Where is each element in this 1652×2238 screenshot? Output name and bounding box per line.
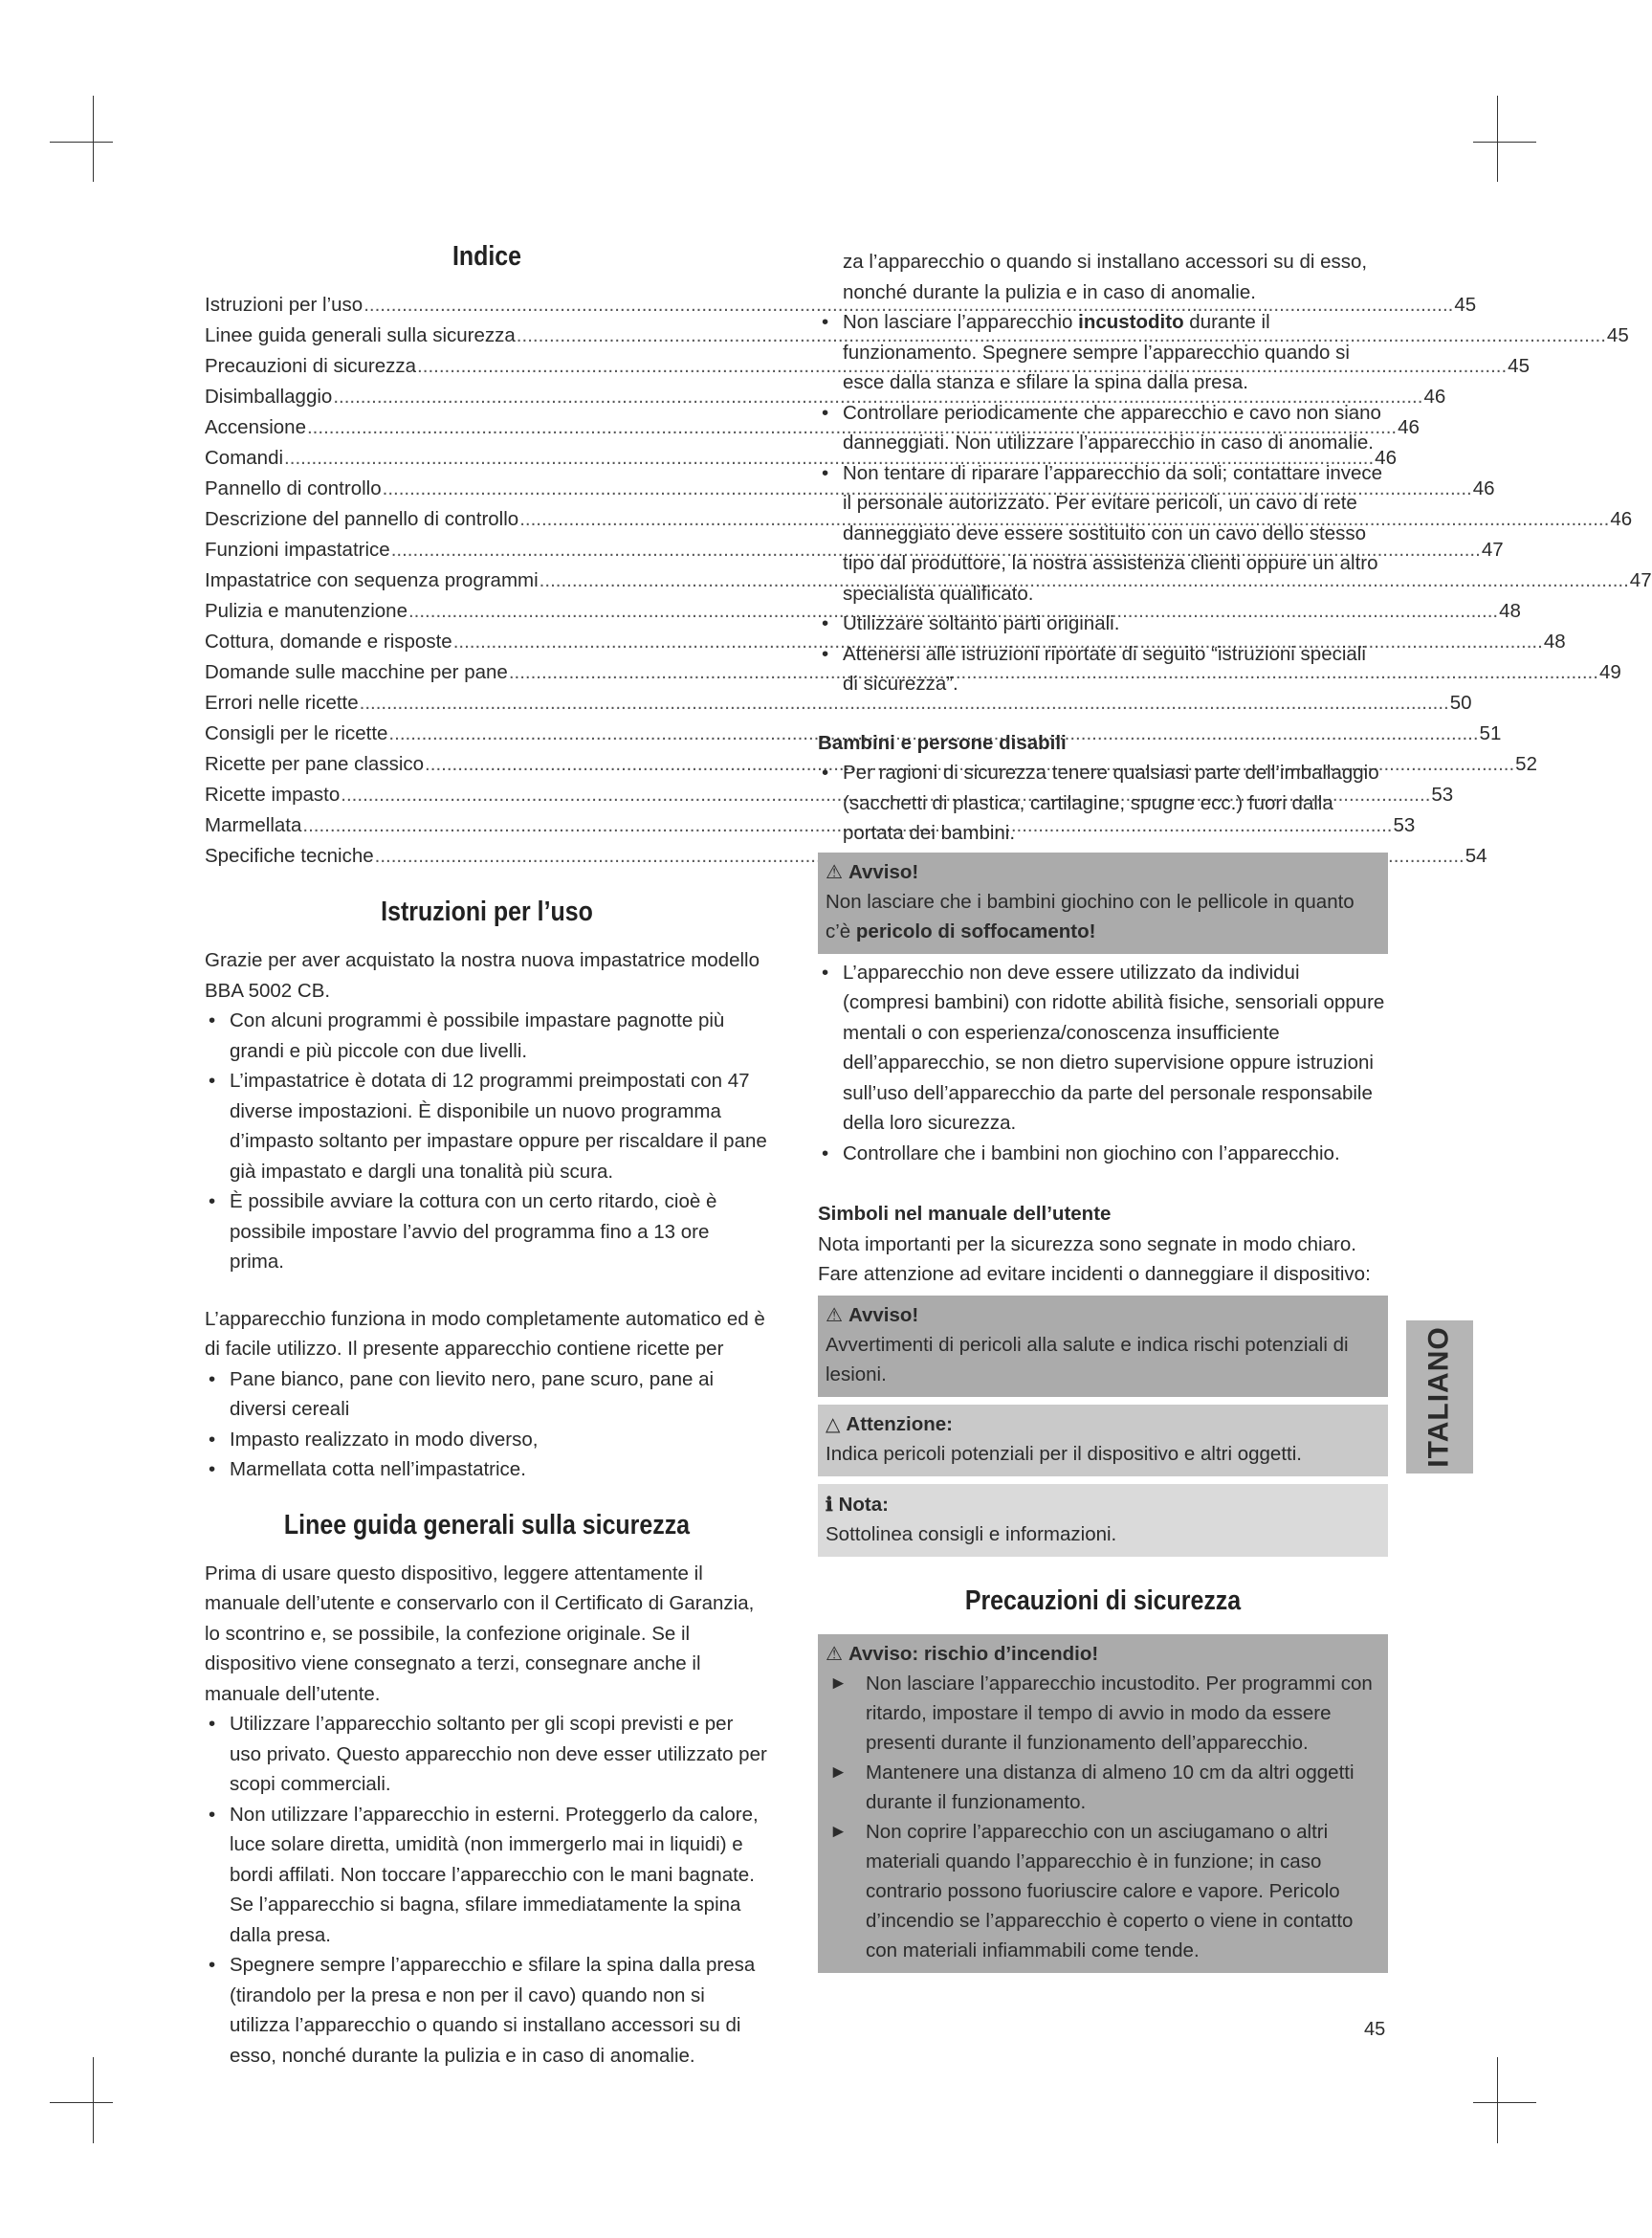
warning-triangle-icon: ⚠ — [826, 861, 843, 883]
toc-row — [205, 504, 1633, 535]
crop-mark-br-h — [1473, 2102, 1536, 2103]
list-item — [818, 307, 1388, 398]
toc-page-number: 47 — [1629, 569, 1652, 591]
attenzione-text: Indica pericoli potenziali per il dispositivo e altri oggetti. — [826, 1442, 1302, 1465]
avviso-text: Avvertimenti di pericoli alla salute e indica rischi potenziali di lesioni. — [826, 1333, 1349, 1385]
list-item: • Non utilizzare l’apparecchio in esterni. Proteggerlo da calore, luce solare diretta, umidità (non immergerlo mai in liquidi) e bordi affilati. Non toccare l’apparecchio con le mani bagnate. Se l’apparecchio si bagna, sfilare immediatamente la spina dalla presa. — [205, 1800, 769, 1951]
toc-row — [205, 627, 1566, 657]
toc-label: Comandi — [205, 447, 284, 469]
toc-row — [205, 443, 1397, 474]
list-item: • Per ragioni di sicurezza tenere qualsiasi parte dell’imballaggio (sacchetti di plastica, cartilagine, spugne ecc.) fuori dalla portata dei bambini. — [818, 758, 1388, 849]
warning-text-bold: pericolo di soffocamento! — [855, 920, 1096, 942]
toc-page-number: 46 — [1472, 477, 1495, 499]
attenzione-title-row — [826, 1410, 1380, 1439]
toc-label: Ricette per pane classico — [205, 753, 425, 775]
toc-page-number: 48 — [1499, 600, 1521, 622]
bambini-bullets — [818, 758, 1388, 849]
toc-row — [205, 290, 1477, 321]
nota-title-row — [826, 1490, 1380, 1519]
list-item: • Impasto realizzato in modo diverso, — [205, 1425, 769, 1455]
linee-bullets — [205, 1709, 769, 2067]
toc-page-number: 51 — [1479, 722, 1502, 744]
toc-page-number: 53 — [1431, 784, 1454, 806]
bullet4-bold: incustodito — [1078, 311, 1184, 333]
toc-page-number: 53 — [1393, 814, 1416, 836]
simboli-intro: Nota importanti per la sicurezza sono segnate in modo chiaro. Fare attenzione ad evitare incidenti o danneggiare il dispositivo: — [818, 1232, 1371, 1285]
language-label: ITALIANO — [1423, 1326, 1455, 1468]
toc-label: Ricette impasto — [205, 784, 341, 806]
toc-row — [205, 749, 1537, 780]
toc-label: Consigli per le ricette — [205, 722, 388, 744]
list-item: • Pane bianco, pane con lievito nero, pane scuro, pane ai diversi cereali — [205, 1364, 769, 1425]
crop-mark-br-v — [1497, 2057, 1498, 2143]
list-item: • Spegnere sempre l’apparecchio e sfilare la spina dalla presa (tirandolo per la presa e non per il cavo) quando non si utilizza l’apparecchio o quando si installano accessori su di esso, nonché durante la pulizia e in caso di anomalie. — [205, 1950, 769, 2010]
toc-row — [205, 535, 1504, 565]
bullet4-post: durante il funzionamento. Spegnere sempre l’apparecchio quando si esce dalla stanza e sfilare la spina dalla presa. — [843, 311, 1350, 393]
toc-page-number: 50 — [1449, 692, 1472, 714]
toc-row — [205, 382, 1446, 412]
toc-label: Istruzioni per l’uso — [205, 294, 363, 316]
toc-row — [205, 688, 1472, 719]
linee-bullets-right — [818, 307, 1388, 699]
list-item: • Controllare periodicamente che apparecchio e cavo non siano danneggiati. Non utilizzare l’apparecchio in caso di anomalie. — [818, 398, 1388, 458]
warning-text — [826, 887, 1380, 946]
toc-label: Errori nelle ricette — [205, 692, 359, 714]
list-item: ► Non lasciare l’apparecchio incustodito. Per programmi con ritardo, impostare il tempo di avvio in modo da essere presenti durante il funzionamento dell’apparecchio. — [826, 1669, 1380, 1758]
toc-label: Descrizione del pannello di controllo — [205, 508, 519, 530]
toc-page-number: 46 — [1375, 447, 1397, 469]
warning-triangle-icon: ⚠ — [826, 1304, 843, 1326]
avviso-title-row — [826, 1301, 1380, 1330]
crop-mark-tr-h — [1473, 142, 1536, 143]
istruzioni-intro: Grazie per aver acquistato la nostra nuova impastatrice modello BBA 5002 CB. — [205, 949, 760, 1002]
istruzioni-title: Istruzioni per l’uso — [381, 897, 593, 927]
toc-row — [205, 565, 1652, 596]
precauzioni-box — [818, 1634, 1388, 1973]
precauzioni-box-title: Avviso: rischio d’incendio! — [848, 1642, 1099, 1665]
toc-page-number: 45 — [1606, 324, 1629, 346]
crop-mark-tl-h — [50, 142, 113, 143]
info-icon: ℹ — [826, 1492, 833, 1516]
toc-page-number: 45 — [1508, 355, 1530, 377]
list-item: • È possibile avviare la cottura con un certo ritardo, cioè è possibile impostare l’avvio del programma fino a 13 ore prima. — [205, 1186, 769, 1277]
toc-page-number: 47 — [1481, 539, 1504, 561]
attenzione-box — [818, 1405, 1388, 1476]
attenzione-title: Attenzione: — [846, 1412, 953, 1435]
toc-page-number: 45 — [1454, 294, 1477, 316]
toc-row — [205, 474, 1495, 504]
list-item: • Attenersi alle istruzioni riportate di seguito “istruzioni speciali di sicurezza”. — [818, 639, 1388, 699]
istruzioni-para2: L’apparecchio funziona in modo completamente automatico ed è di facile utilizzo. Il presente apparecchio contiene ricette per — [205, 1307, 765, 1360]
toc-label: Pannello di controllo — [205, 477, 382, 499]
istruzioni-bullets — [205, 1006, 769, 1277]
list-item: • Utilizzare l’apparecchio soltanto per gli scopi previsti e per uso privato. Questo apparecchio non deve esser utilizzato per scopi commerciali. — [205, 1709, 769, 1800]
list-item: • Con alcuni programmi è possibile impastare pagnotte più grandi e più piccole con due livelli. — [205, 1006, 769, 1066]
toc-row — [205, 351, 1530, 382]
list-item: • Utilizzare soltanto parti originali. — [818, 609, 1388, 639]
crop-mark-bl-h — [50, 2102, 113, 2103]
bullet4-pre: Non lasciare l’apparecchio — [843, 311, 1079, 333]
bambini-bullets2 — [818, 958, 1388, 1169]
toc-row — [205, 780, 1454, 810]
istruzioni-bullets2 — [205, 1364, 769, 1485]
list-item: • Marmellata cotta nell’impastatrice. — [205, 1454, 769, 1485]
toc-label: Cottura, domande e risposte — [205, 631, 452, 653]
warning-text-pre: Non lasciare che i bambini giochino con le pellicole in quanto c’è — [826, 890, 1355, 942]
list-item: ► Non coprire l’apparecchio con un asciugamano o altri materiali quando l’apparecchio è in funzione; in caso contrario possono fuoriuscire calore e vapore. Pericolo d’incendio se l’apparecchio è coperto o viene in contatto con materiali infiammabili come tende. — [826, 1817, 1380, 1965]
avviso-title: Avviso! — [848, 1303, 919, 1326]
language-side-tab — [1406, 1320, 1473, 1474]
precauzioni-list — [826, 1669, 1380, 1965]
bambini-warning-box — [818, 853, 1388, 954]
toc-label: Disimballaggio — [205, 386, 333, 408]
avviso-box — [818, 1296, 1388, 1397]
simboli-title: Simboli nel manuale dell’utente — [818, 1203, 1112, 1225]
right-column — [818, 247, 1388, 1973]
page-number: 45 — [1364, 2019, 1386, 2040]
toc-page-number: 48 — [1543, 631, 1566, 653]
linee-intro: Prima di usare questo dispositivo, leggere attentamente il manuale dell’utente e conservarlo con il Certificato di Garanzia, lo scontrino e, se possibile, la confezione originale. Se il dispositivo viene consegnato a terzi, consegnare anche il manuale dell’utente. — [205, 1562, 755, 1705]
warning-triangle-icon: ⚠ — [826, 1643, 843, 1665]
toc-label: Accensione — [205, 416, 306, 438]
precauzioni-box-title-row — [826, 1640, 1380, 1669]
toc-label: Pulizia e manutenzione — [205, 600, 407, 622]
linee-bullet-continuation: za l’apparecchio o quando si installano accessori su di esso, nonché durante la pulizia e in caso di anomalie. — [843, 251, 1368, 303]
list-item: • L’impastatrice è dotata di 12 programmi preimpostati con 47 diverse impostazioni. È disponibile un nuovo programma d’impasto soltanto per impastare oppure per riscaldare il pane già impastato e dargli una tonalità più scura. — [205, 1066, 769, 1186]
toc-row — [205, 810, 1416, 841]
caution-triangle-icon: △ — [826, 1413, 841, 1435]
linee-title: Linee guida generali sulla sicurezza — [283, 1509, 691, 1540]
crop-mark-tr-v — [1497, 96, 1498, 182]
toc-label: Linee guida generali sulla sicurezza — [205, 324, 516, 346]
nota-text: Sottolinea consigli e informazioni. — [826, 1522, 1117, 1545]
toc-page-number: 46 — [1610, 508, 1633, 530]
crop-mark-tl-v — [93, 96, 94, 182]
list-item: ► Mantenere una distanza di almeno 10 cm da altri oggetti durante il funzionamento. — [826, 1758, 1380, 1817]
toc-page-number: 52 — [1515, 753, 1537, 775]
nota-box — [818, 1484, 1388, 1557]
toc-page-number: 46 — [1423, 386, 1446, 408]
precauzioni-title: Precauzioni di sicurezza — [964, 1584, 1242, 1616]
toc-label: Impastatrice con sequenza programmi — [205, 569, 539, 591]
warning-title-row — [826, 858, 1380, 887]
bambini-title: Bambini e persone disabili — [818, 731, 1067, 754]
list-item: • Non tentare di riparare l’apparecchio da soli; contattare invece il personale autorizzato. Per evitare pericoli, un cavo di rete danneggiato deve essere sostituito con un cavo dello stesso tipo dal produttore, la nostra assistenza clienti oppure un altro specialista qualificato. — [818, 458, 1388, 609]
toc-label: Marmellata — [205, 814, 302, 836]
warning-title: Avviso! — [848, 860, 919, 883]
list-item: • Controllare che i bambini non giochino con l’apparecchio. — [818, 1139, 1388, 1169]
toc-page-number: 49 — [1598, 661, 1621, 683]
toc-page-number: 54 — [1465, 845, 1487, 867]
toc-label: Precauzioni di sicurezza — [205, 355, 417, 377]
toc-label: Funzioni impastatrice — [205, 539, 390, 561]
nota-title: Nota: — [838, 1493, 889, 1516]
toc-label: Specifiche tecniche — [205, 845, 374, 867]
toc-label: Domande sulle macchine per pane — [205, 661, 508, 683]
crop-mark-bl-v — [93, 2057, 94, 2143]
list-item: • L’apparecchio non deve essere utilizzato da individui (compresi bambini) con ridotte abilità fisiche, sensoriali oppure mentali o con esperienza/conoscenza insufficiente dell’apparecchio, se non dietro supervisione oppure istruzioni sull’uso dell’apparecchio da parte del personale responsabile della loro sicurezza. — [818, 958, 1388, 1139]
toc-title: Indice — [452, 241, 522, 272]
toc-page-number: 46 — [1398, 416, 1420, 438]
